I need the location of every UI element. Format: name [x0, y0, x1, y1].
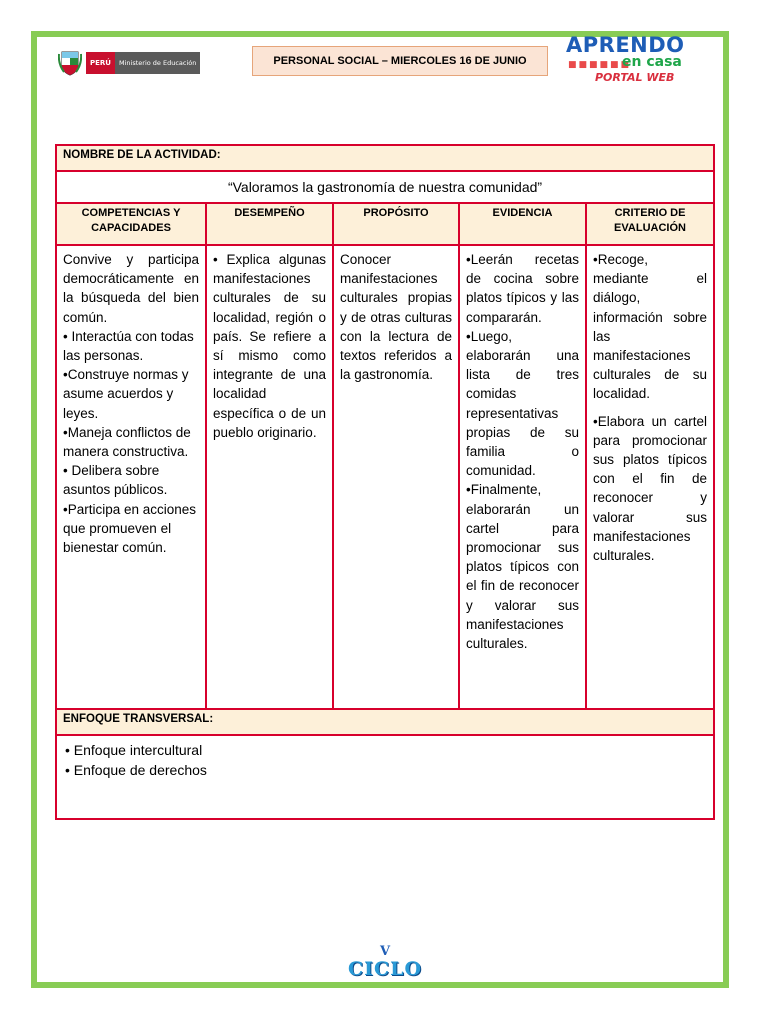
- evidencia-item: •Luego, elaborarán una lista de tres comidas representativas propias de su familia o comunidad.: [466, 328, 579, 479]
- competencia-item: •Participa en acciones que promueven el bienestar común.: [63, 501, 197, 556]
- column-header-desempeno: DESEMPEÑO: [206, 203, 333, 245]
- ciclo-logo: [330, 946, 440, 986]
- evidencia-item: •Finalmente, elaborarán un cartel para promocionar sus platos típicos con el fin de reconocer y valorar sus manifestaciones culturales.: [466, 482, 579, 652]
- ministry-logo: [58, 50, 200, 76]
- criterio-cell: [586, 245, 714, 709]
- brand-dots-icon: ■■■■■■: [568, 60, 632, 70]
- enfoque-label: ENFOQUE TRANSVERSAL:: [56, 709, 714, 735]
- competencia-item: •Construye normas y asume acuerdos y leyes.: [63, 367, 189, 421]
- criterio-item: •Recoge, mediante el diálogo, información sobre las manifestaciones culturales de su localidad.: [593, 252, 708, 402]
- peru-badge: PERÚ: [86, 52, 115, 74]
- enfoque-item: • Enfoque intercultural: [65, 742, 203, 758]
- page-title: PERSONAL SOCIAL – MIERCOLES 16 DE JUNIO: [252, 46, 548, 76]
- column-header-criterio: CRITERIO DE EVALUACIÓN: [586, 203, 714, 245]
- competencia-item: Convive y participa democráticamente en la búsqueda del bien común.: [63, 252, 199, 325]
- desempeno-cell: • Explica algunas manifestaciones culturales de su localidad, región o país. Se refiere a sí mismo como integrante de una localidad específica o de un pueblo originario.: [206, 245, 333, 709]
- column-header-proposito: PROPÓSITO: [333, 203, 459, 245]
- activity-label: NOMBRE DE LA ACTIVIDAD:: [56, 145, 714, 171]
- ciclo-word: CICLO: [347, 958, 423, 980]
- enfoque-item: • Enfoque de derechos: [65, 762, 207, 778]
- brand-sub: en casa: [622, 54, 682, 70]
- column-header-competencias: COMPETENCIAS Y CAPACIDADES: [56, 203, 206, 245]
- competencia-item: • Interactúa con todas las personas.: [63, 328, 194, 364]
- aprendo-en-casa-logo: [566, 34, 716, 90]
- activity-table: [55, 144, 715, 820]
- proposito-cell: Conocer manifestaciones culturales propias y de otras culturas con la lectura de textos referidos a la gastronomía.: [333, 245, 459, 709]
- brand-main: APRENDO: [566, 33, 685, 57]
- criterio-item: •Elabora un cartel para promocionar sus platos típicos con el fin de reconocer y valorar sus manifestaciones culturales.: [593, 413, 708, 564]
- competencia-item: •Maneja conflictos de manera constructiva.: [63, 424, 191, 460]
- enfoque-list: [56, 735, 714, 819]
- competencias-cell: [56, 245, 206, 709]
- competencia-item: • Delibera sobre asuntos públicos.: [63, 463, 168, 498]
- peru-shield-icon: [58, 50, 82, 76]
- brand-portal: PORTAL WEB: [595, 71, 675, 84]
- ciclo-numeral: V: [379, 944, 391, 959]
- activity-name: “Valoramos la gastronomía de nuestra comunidad”: [56, 171, 714, 203]
- column-header-evidencia: EVIDENCIA: [459, 203, 586, 245]
- evidencia-cell: [459, 245, 586, 709]
- ministry-name: Ministerio de Educación: [115, 52, 200, 74]
- evidencia-item: •Leerán recetas de cocina sobre platos típicos y las compararán.: [466, 252, 579, 325]
